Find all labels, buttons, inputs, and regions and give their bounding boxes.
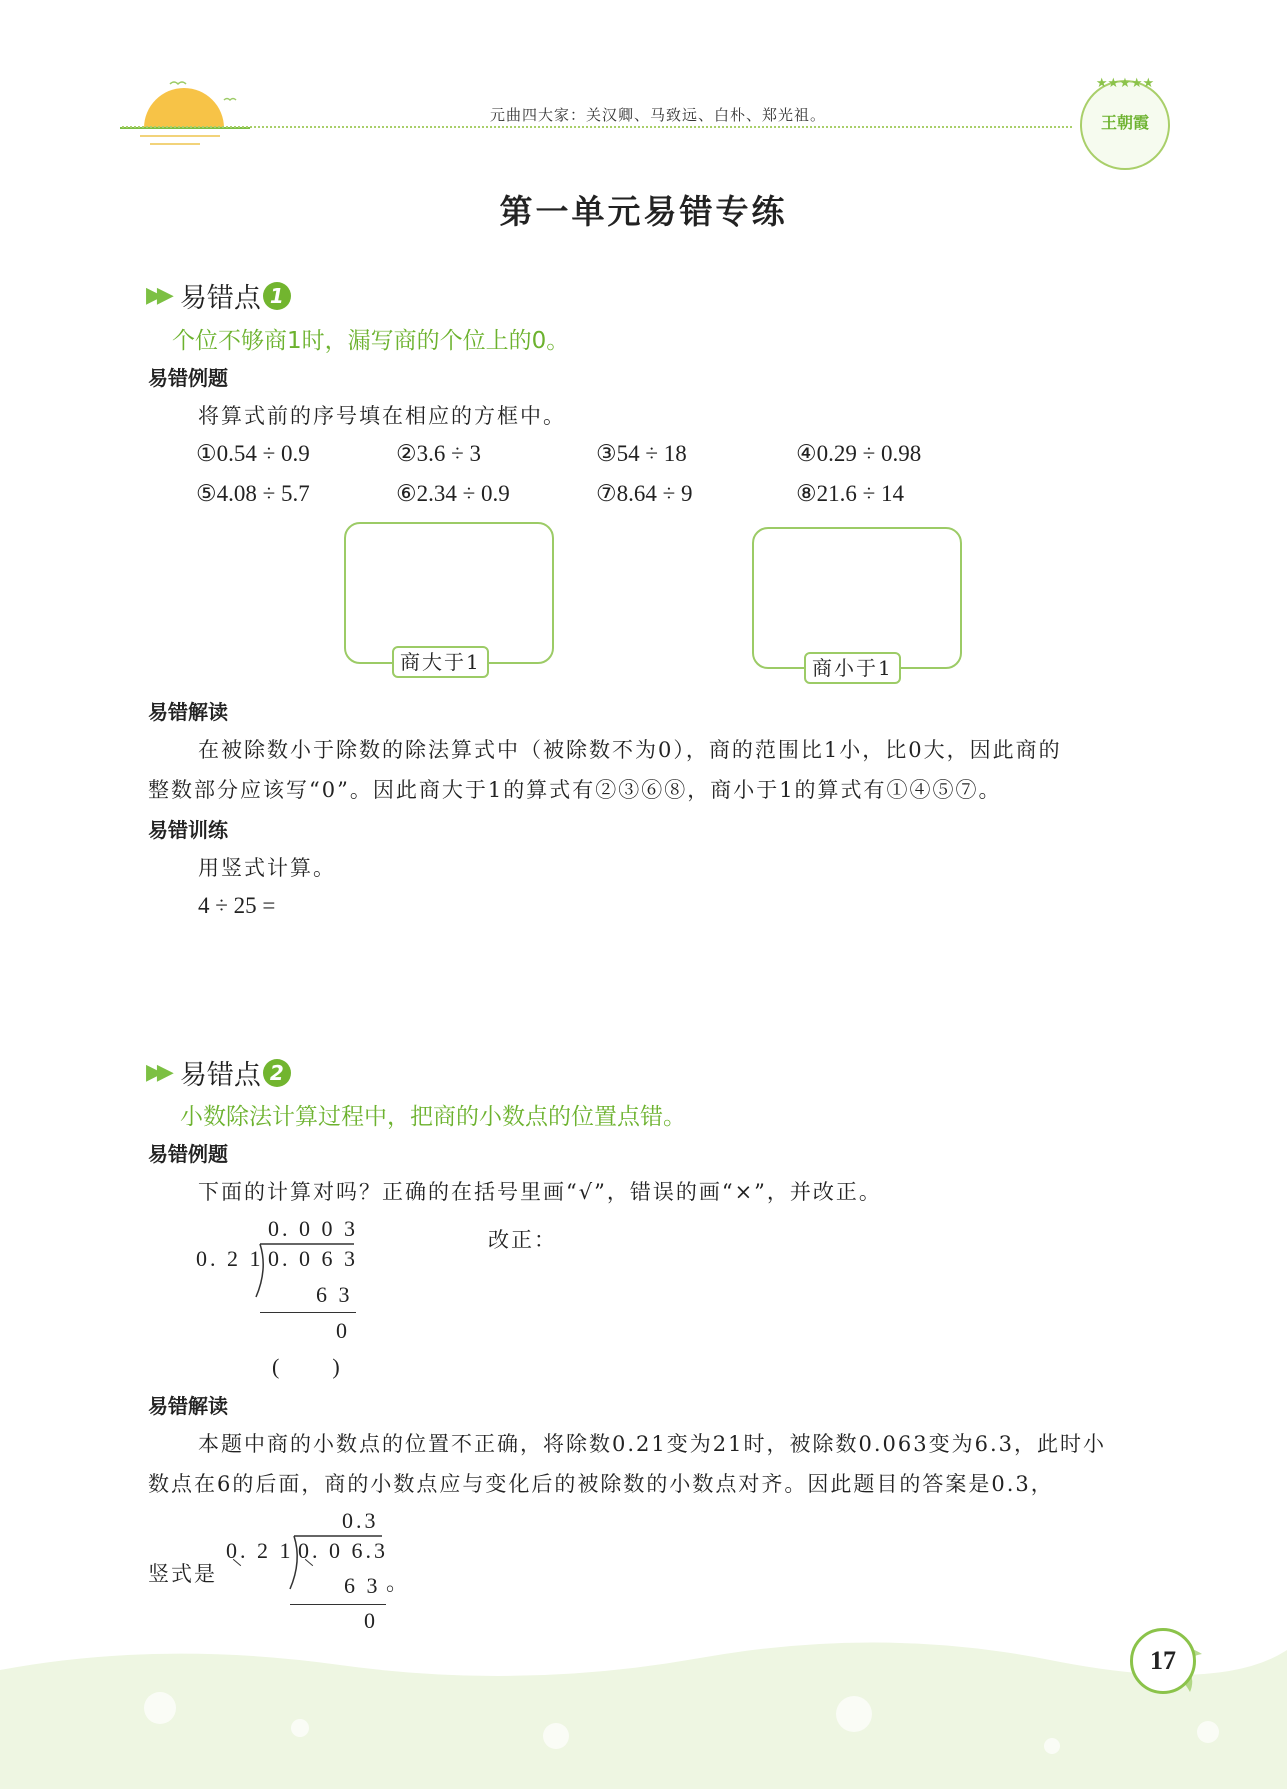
section2-analysis-label: 易错解读 bbox=[148, 1394, 228, 1418]
page-title: 第一单元易错专练 bbox=[499, 192, 788, 231]
footer-decoration bbox=[0, 1610, 1287, 1789]
brand-logo-icon bbox=[1080, 76, 1170, 170]
section1-training-problem: 4 ÷ 25 = bbox=[198, 893, 276, 918]
section2-analysis-line1: 本题中商的小数点的位置不正确，将除数0.21变为21时，被除数0.063变为6.3，此时小 bbox=[198, 1432, 1106, 1456]
expression-3: ③54 ÷ 18 bbox=[596, 441, 687, 466]
double-chevron-icon: ▶▶ bbox=[146, 1060, 168, 1085]
expression-8: ⑧21.6 ÷ 14 bbox=[796, 481, 904, 506]
division1-remainder: 0 bbox=[336, 1318, 350, 1343]
section1-analysis-line1: 在被除数小于除数的除法算式中（被除数不为0），商的范围比1小，比0大，因此商的 bbox=[198, 738, 1062, 762]
box-label-greater: 商大于1 bbox=[392, 646, 489, 678]
division1-underline bbox=[260, 1312, 356, 1313]
sun-logo-icon bbox=[120, 74, 250, 154]
section1-training-label: 易错训练 bbox=[148, 818, 228, 842]
logo-stars-icon: ★★★★★ bbox=[1095, 76, 1155, 91]
division2-suffix: 。 bbox=[386, 1571, 412, 1596]
section1-badge: 1 bbox=[263, 282, 291, 310]
division-prefix: 竖式是 bbox=[148, 1562, 217, 1586]
section2-badge: 2 bbox=[263, 1059, 291, 1087]
header-quote: 元曲四大家：关汉卿、马致远、白朴、郑光祖。 bbox=[490, 106, 827, 124]
expression-4: ④0.29 ÷ 0.98 bbox=[796, 441, 922, 466]
section1-heading bbox=[146, 276, 291, 315]
section2-heading-text: 易错点 bbox=[179, 1060, 261, 1091]
division1-divisor: 0. 2 1 bbox=[196, 1246, 264, 1271]
answer-box-greater-than-one[interactable] bbox=[344, 522, 554, 664]
section1-training-instruction: 用竖式计算。 bbox=[198, 856, 336, 880]
judgement-paren[interactable]: ( ) bbox=[272, 1354, 343, 1379]
division2-remainder: 0 bbox=[364, 1608, 378, 1633]
section2-subtitle: 小数除法计算过程中，把商的小数点的位置点错。 bbox=[180, 1104, 686, 1130]
division2-underline bbox=[290, 1604, 386, 1605]
box-label-less: 商小于1 bbox=[804, 652, 901, 684]
division2-divisor: 0. 2 1 bbox=[226, 1538, 294, 1563]
page-number: 17 bbox=[1130, 1628, 1196, 1694]
section1-heading-text: 易错点 bbox=[179, 283, 261, 314]
correction-label: 改正： bbox=[488, 1228, 557, 1252]
division2-quotient: 0.3 bbox=[342, 1508, 379, 1533]
division2-dividend: 0. 0 6.3 bbox=[298, 1538, 388, 1563]
division1-quotient: 0. 0 0 3 bbox=[268, 1216, 358, 1241]
section2-analysis-line2: 数点在6的后面，商的小数点应与变化后的被除数的小数点对齐。因此题目的答案是0.3， bbox=[148, 1472, 1054, 1496]
section1-example-label: 易错例题 bbox=[148, 366, 228, 390]
answer-box-less-than-one[interactable] bbox=[752, 527, 962, 669]
section1-subtitle: 个位不够商1时，漏写商的个位上的0。 bbox=[172, 328, 570, 354]
expression-6: ⑥2.34 ÷ 0.9 bbox=[396, 481, 510, 506]
double-chevron-icon: ▶▶ bbox=[146, 283, 168, 308]
expression-2: ②3.6 ÷ 3 bbox=[396, 441, 481, 466]
logo-text: 王朝霞 bbox=[1100, 113, 1149, 132]
expression-1: ①0.54 ÷ 0.9 bbox=[196, 441, 310, 466]
section2-heading bbox=[146, 1053, 291, 1092]
section2-example-label: 易错例题 bbox=[148, 1142, 228, 1166]
division1-product: 6 3 bbox=[316, 1282, 353, 1307]
division2-product: 6 3 bbox=[344, 1573, 381, 1598]
division1-dividend: 0. 0 6 3 bbox=[268, 1246, 358, 1271]
section1-instruction: 将算式前的序号填在相应的方框中。 bbox=[198, 404, 566, 428]
section2-instruction: 下面的计算对吗？正确的在括号里画“√”，错误的画“×”，并改正。 bbox=[198, 1180, 882, 1204]
expression-7: ⑦8.64 ÷ 9 bbox=[596, 481, 693, 506]
header-divider bbox=[122, 126, 1072, 128]
section1-analysis-line2: 整数部分应该写“0”。因此商大于1的算式有②③⑥⑧，商小于1的算式有①④⑤⑦。 bbox=[148, 778, 1002, 802]
expression-5: ⑤4.08 ÷ 5.7 bbox=[196, 481, 310, 506]
section1-analysis-label: 易错解读 bbox=[148, 700, 228, 724]
